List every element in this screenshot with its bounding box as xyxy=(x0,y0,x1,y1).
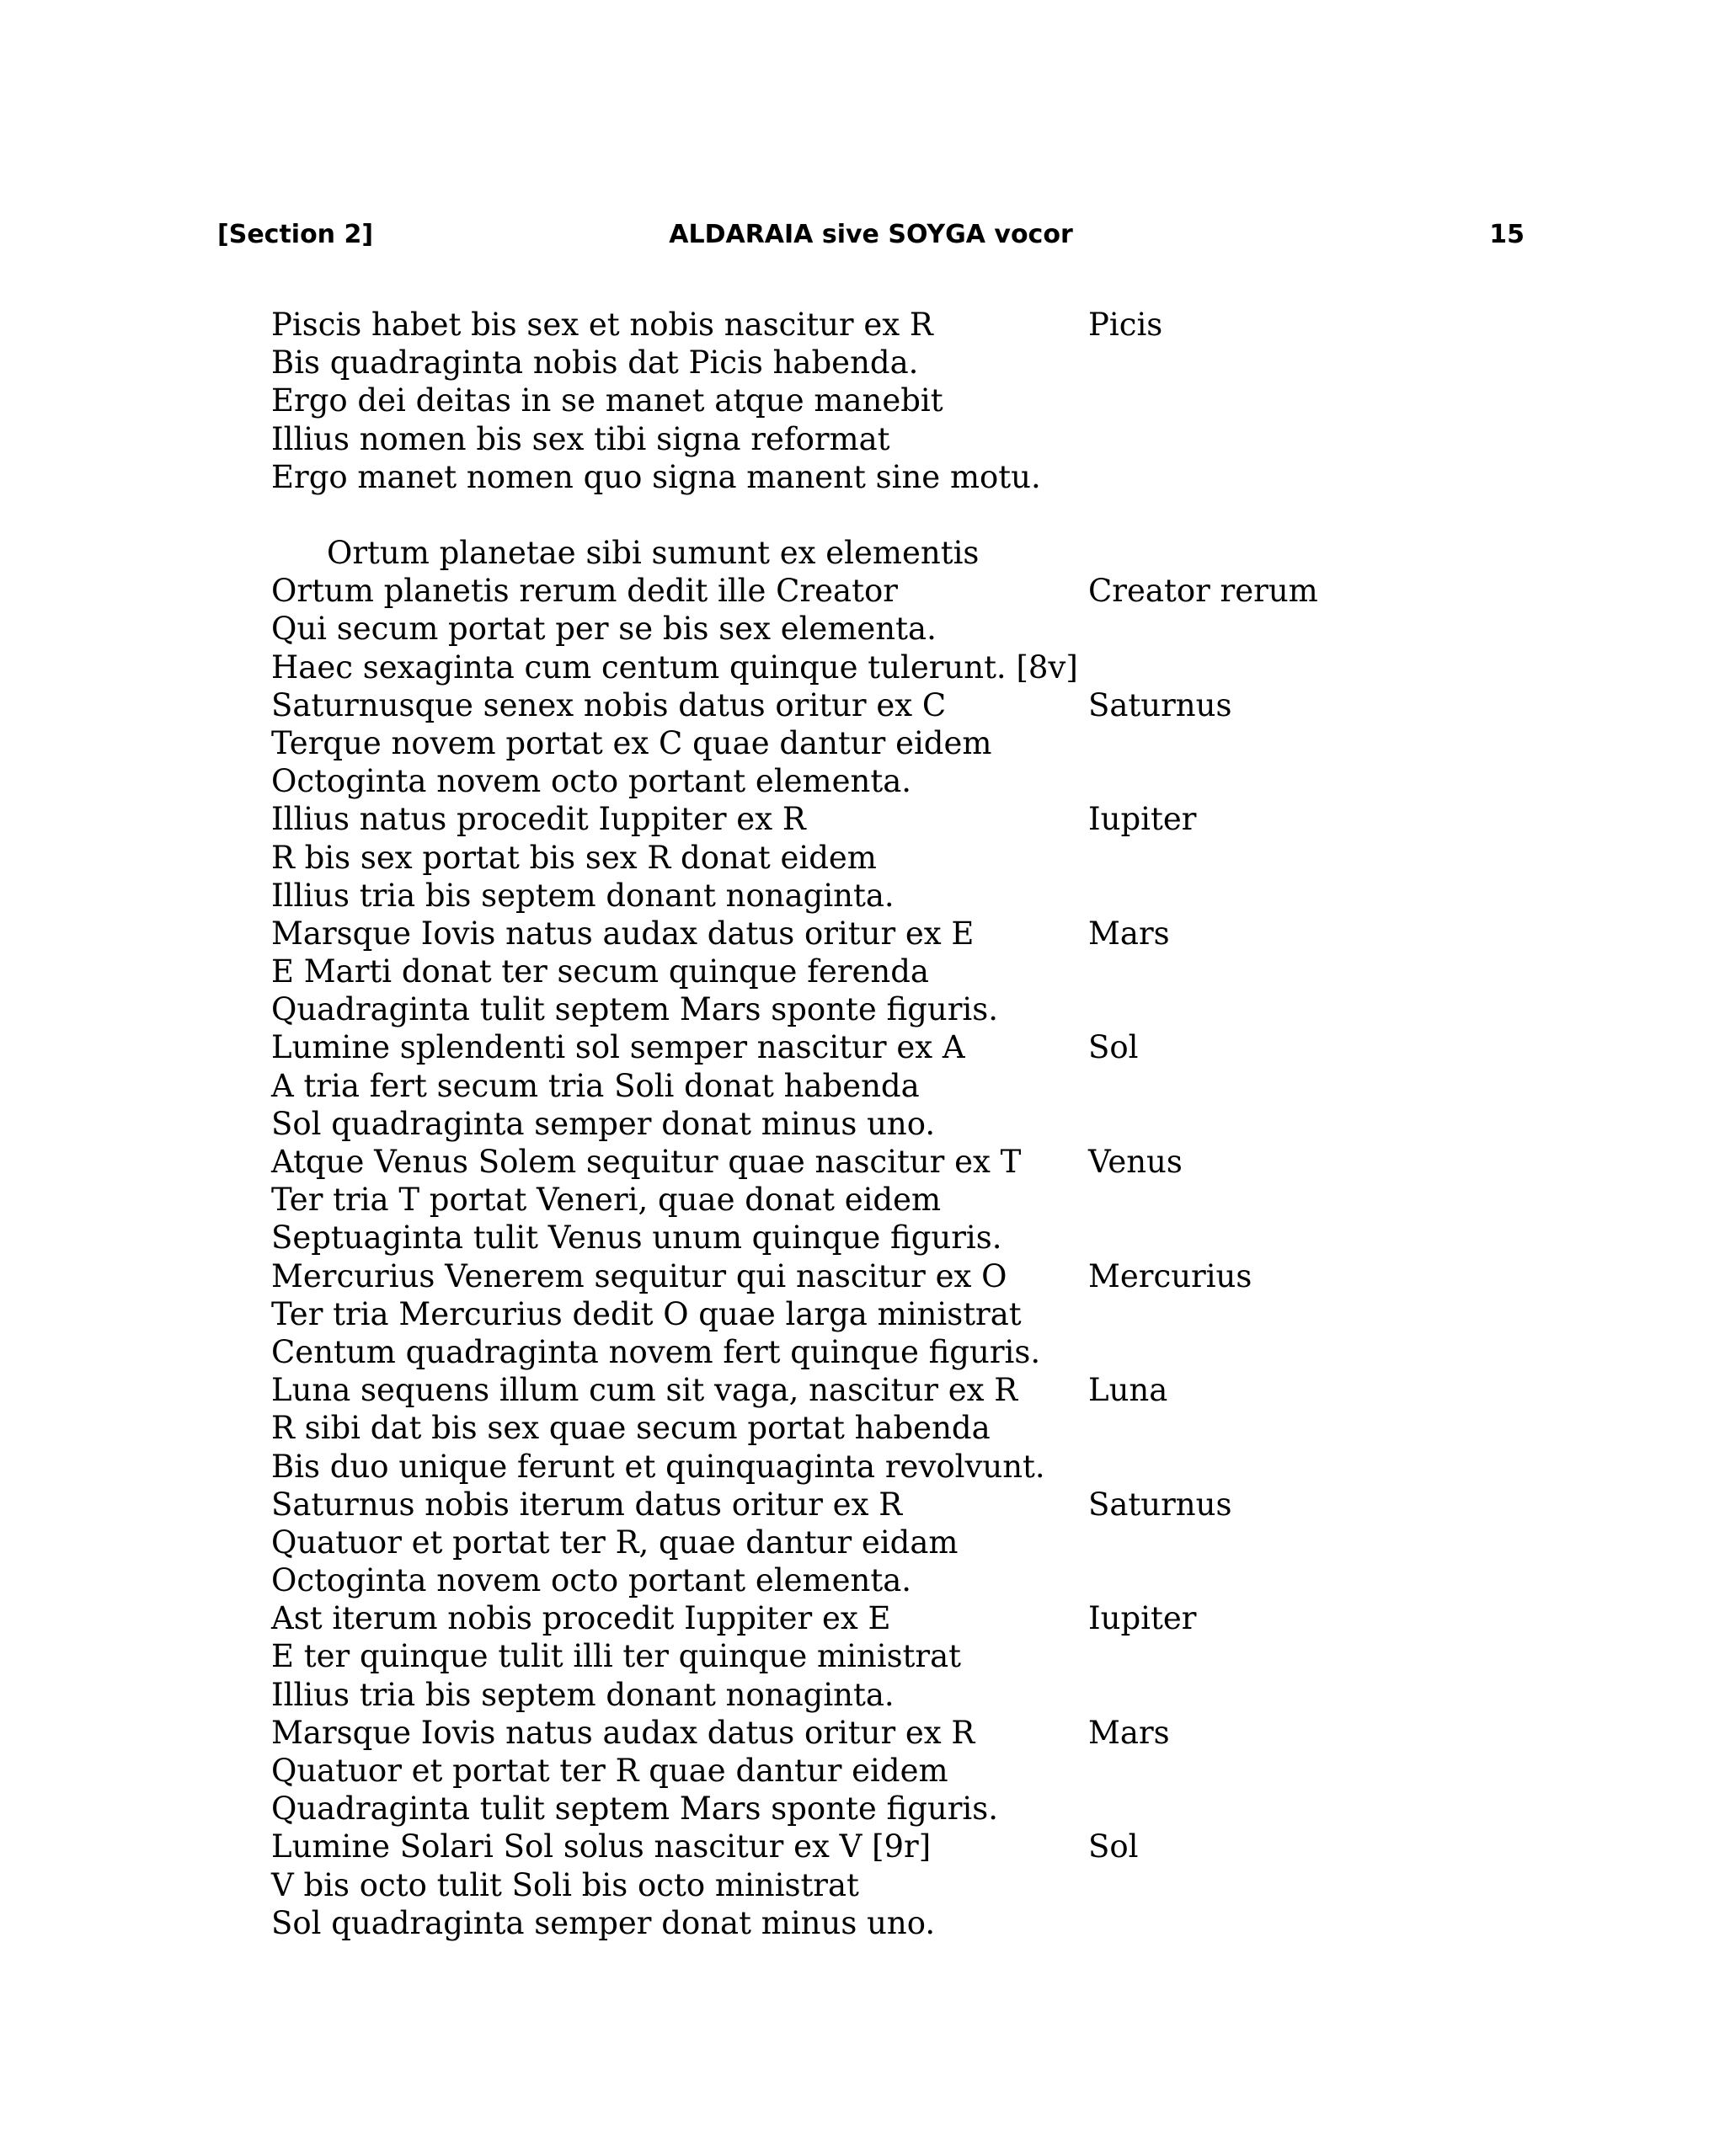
verse-line xyxy=(271,458,1450,496)
margin-note: Sol xyxy=(1088,1029,1139,1066)
verse-text: Bis duo unique ferunt et quinquaginta revolvunt. xyxy=(271,1448,1045,1485)
verse-text: Haec sexaginta cum centum quinque tulerunt. [8v] xyxy=(271,648,1078,686)
verse-text: Piscis habet bis sex et nobis nascitur ex R xyxy=(271,307,933,343)
verse-text: E ter quinque tulit illi ter quinque ministrat xyxy=(271,1638,962,1675)
verse-line xyxy=(271,1714,1450,1752)
verse-line xyxy=(271,1371,1450,1409)
margin-note: Iupiter xyxy=(1088,1600,1197,1637)
verse-text: Ter tria T portat Veneri, quae donat eidem xyxy=(271,1182,942,1219)
verse-line xyxy=(271,1524,1450,1561)
verse-text: Sol quadraginta semper donat minus uno. xyxy=(271,1105,936,1142)
verse-text: Lumine Solari Sol solus nascitur ex V [9r] xyxy=(271,1828,932,1865)
margin-note: Mercurius xyxy=(1088,1257,1252,1294)
verse-line xyxy=(271,648,1450,686)
margin-note: Picis xyxy=(1088,307,1163,343)
verse-text: Octoginta novem octo portant elementa. xyxy=(271,763,912,800)
verse-line xyxy=(271,1790,1450,1828)
verse-line xyxy=(271,1448,1450,1486)
verse-text: Ter tria Mercurius dedit O quae larga ministrat xyxy=(271,1295,1022,1332)
verse-text: Centum quadraginta novem fert quinque figuris. xyxy=(271,1333,1041,1370)
verse-text: Octoginta novem octo portant elementa. xyxy=(271,1562,912,1599)
verse-line xyxy=(271,1181,1450,1219)
verse-line xyxy=(271,1866,1450,1904)
verse-text: Mercurius Venerem sequitur qui nascitur ex O xyxy=(271,1257,1007,1294)
verse-line xyxy=(271,1828,1450,1865)
verse-line xyxy=(271,724,1450,762)
verse-line xyxy=(271,953,1450,990)
verse-line xyxy=(271,306,1450,344)
verse-line xyxy=(271,572,1450,610)
margin-note: Venus xyxy=(1088,1144,1183,1180)
margin-note: Luna xyxy=(1088,1372,1168,1409)
verse-line xyxy=(271,420,1450,458)
verse-line xyxy=(271,1295,1450,1333)
verse-text: Quadraginta tulit septem Mars sponte figuris. xyxy=(271,1790,999,1828)
verse-line xyxy=(271,1637,1450,1675)
margin-note: Saturnus xyxy=(1088,686,1232,723)
verse-line xyxy=(271,1028,1450,1066)
margin-note: Creator rerum xyxy=(1088,573,1318,610)
verse-text: R bis sex portat bis sex R donat eidem xyxy=(271,839,877,876)
verse-line xyxy=(271,344,1450,382)
verse-text: Illius tria bis septem donant nonaginta. xyxy=(271,877,895,914)
verse-line xyxy=(271,686,1450,724)
verse-text: Luna sequens illum cum sit vaga, nascitur ex R xyxy=(271,1372,1018,1409)
verse-text: E Marti donat ter secum quinque ferenda xyxy=(271,953,929,990)
verse-line xyxy=(271,1143,1450,1181)
verse-line xyxy=(271,534,1450,572)
verse-line xyxy=(271,915,1450,953)
verse-line xyxy=(271,762,1450,800)
verse-line xyxy=(271,1257,1450,1295)
verse-text: Marsque Iovis natus audax datus oritur ex E xyxy=(271,915,975,952)
verse-text: Illius natus procedit Iuppiter ex R xyxy=(271,801,806,838)
verse-text: Quadraginta tulit septem Mars sponte figuris. xyxy=(271,991,999,1028)
verse-line xyxy=(271,1219,1450,1257)
verse-line xyxy=(271,800,1450,838)
margin-note: Iupiter xyxy=(1088,801,1197,838)
verse-line xyxy=(271,1105,1450,1143)
verse-text: Illius tria bis septem donant nonaginta. xyxy=(271,1676,895,1713)
verse-text: Saturnusque senex nobis datus oritur ex C xyxy=(271,686,947,723)
verse-text: Lumine splendenti sol semper nascitur ex A xyxy=(271,1029,965,1066)
stanza-2 xyxy=(271,534,1450,1942)
verse-line xyxy=(271,990,1450,1028)
verse-text: Ortum planetis rerum dedit ille Creator xyxy=(271,573,898,610)
verse-text: Bis quadraginta nobis dat Picis habenda. xyxy=(271,344,919,382)
verse-line xyxy=(271,610,1450,648)
verse-line xyxy=(271,1486,1450,1524)
verse-text: Marsque Iovis natus audax datus oritur ex R xyxy=(271,1714,975,1751)
verse-line xyxy=(271,1599,1450,1637)
verse-text: Saturnus nobis iterum datus oritur ex R xyxy=(271,1486,903,1523)
verse-text: Ergo manet nomen quo signa manent sine motu. xyxy=(271,458,1041,495)
verse-text: Quatuor et portat ter R quae dantur eidem xyxy=(271,1753,948,1789)
verse-text: Septuaginta tulit Venus unum quinque figuris. xyxy=(271,1219,1002,1257)
verse-text: Terque novem portat ex C quae dantur eidem xyxy=(271,724,992,761)
verse-line xyxy=(271,877,1450,915)
verse-line xyxy=(271,1333,1450,1371)
verse-text: A tria fert secum tria Soli donat habenda xyxy=(271,1067,920,1104)
verse-line xyxy=(271,1561,1450,1599)
page-number: 15 xyxy=(1489,220,1525,249)
verse-line xyxy=(271,1067,1450,1105)
margin-note: Sol xyxy=(1088,1828,1139,1865)
verse-text: Ergo dei deitas in se manet atque manebit xyxy=(271,382,943,419)
verse-line xyxy=(271,1676,1450,1714)
verse-text: V bis octo tulit Soli bis octo ministrat xyxy=(271,1866,859,1903)
running-header xyxy=(217,217,1525,253)
verse-text: Ortum planetae sibi sumunt ex elementis xyxy=(327,535,980,571)
stanza-1 xyxy=(271,306,1450,496)
verse-text: Illius nomen bis sex tibi signa reformat xyxy=(271,420,890,457)
verse-text: R sibi dat bis sex quae secum portat habenda xyxy=(271,1410,991,1447)
margin-note: Mars xyxy=(1088,915,1170,952)
verse-text: Atque Venus Solem sequitur quae nascitur ex T xyxy=(271,1144,1022,1180)
verse-line xyxy=(271,1904,1450,1942)
margin-note: Saturnus xyxy=(1088,1486,1232,1523)
running-title: ALDARAIA sive SOYGA vocor xyxy=(669,220,1073,249)
verse-text: Quatuor et portat ter R, quae dantur eidam xyxy=(271,1524,959,1561)
verse-text: Qui secum portat per se bis sex elementa. xyxy=(271,611,937,648)
margin-note: Mars xyxy=(1088,1714,1170,1751)
verse-line xyxy=(271,1752,1450,1790)
verse-text: Ast iterum nobis procedit Iuppiter ex E xyxy=(271,1600,891,1637)
verse-line xyxy=(271,1409,1450,1447)
verse-line xyxy=(271,382,1450,419)
section-label: [Section 2] xyxy=(217,220,374,249)
verse-text: Sol quadraginta semper donat minus uno. xyxy=(271,1904,936,1941)
verse-line xyxy=(271,839,1450,877)
